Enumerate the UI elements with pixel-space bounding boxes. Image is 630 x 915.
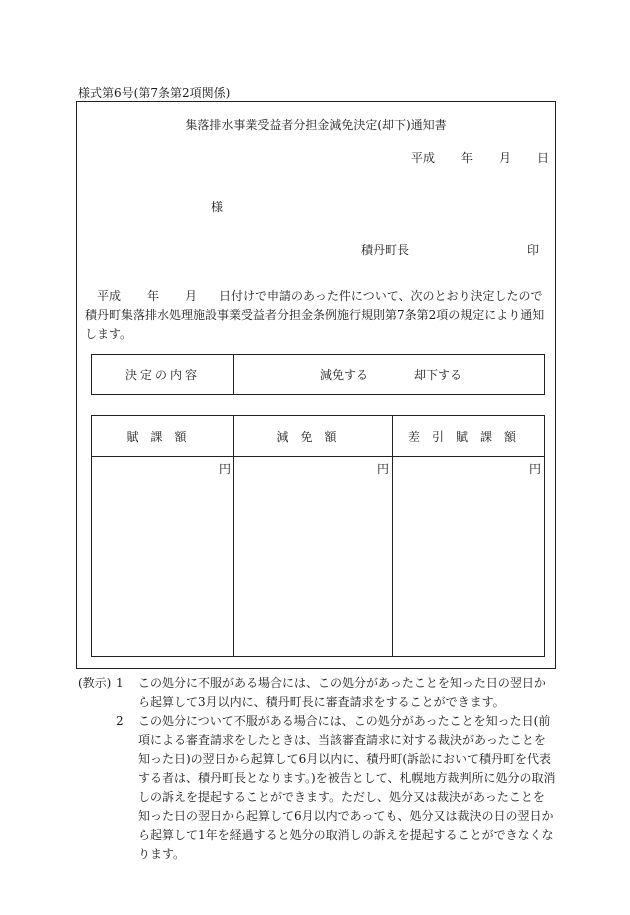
decision-table (91, 354, 545, 395)
header-net-assessed: 差引賦課額 (407, 429, 528, 444)
decision-options (234, 355, 544, 394)
instruction-text: この処分に不服がある場合には、この処分があったことを知った日の翌日から起算して3月以内に、積丹町長に審査請求をすることができます。 (138, 676, 546, 709)
instruction-number: 1 (116, 676, 124, 690)
seal-mark: 印 (527, 243, 540, 257)
unit-exempted: 円 (377, 462, 390, 476)
notice-body (85, 287, 549, 344)
header-assessed: 賦課額 (126, 429, 199, 444)
addressee-suffix: 様 (211, 200, 224, 214)
unit-assessed: 円 (219, 462, 232, 476)
date-month: 月 (499, 151, 512, 165)
date-era: 平成 (411, 151, 436, 165)
body-month: 月 (185, 289, 198, 303)
issue-date (411, 149, 549, 166)
instruction-item (78, 674, 556, 712)
instruction-item (78, 712, 556, 864)
option-exempt[interactable]: 減免する (320, 368, 369, 382)
instruction-prefix: (教示) (78, 676, 112, 690)
decision-label: 決定の内容 (92, 355, 234, 394)
instruction-number: 2 (116, 714, 124, 728)
instructions (78, 674, 558, 864)
body-text: 日付けで申請のあった件について、次のとおり決定したので積丹町集落排水処理施設事業受益者分担金条例施行規則第7条第2項の規定により通知します。 (85, 289, 545, 341)
body-era: 平成 (97, 289, 122, 303)
form-reference: 様式第6号(第7条第2項関係) (78, 86, 231, 100)
date-day: 日 (537, 151, 550, 165)
document-title: 集落排水事業受益者分担金減免決定(却下)通知書 (185, 118, 447, 132)
notice-frame (76, 101, 556, 669)
option-reject[interactable]: 却下する (414, 368, 463, 382)
instruction-text: この処分について不服がある場合には、この処分があったことを知った日(前項による審査請求をしたときは、当該審査請求に対する裁決があったことを知った日)の翌日から起算して6月以内に、積丹町(訴訟において積丹町を代表する者は、積丹町長となります。)を被告として、札幌地方裁判所に処分の取消しの訴えを提起することができます。ただし、処分又は裁決があったことを知った日の翌日から起算して6月以内であっても、処分又は裁決の日の翌日から起算して1年を経過すると処分の取消しの訴えを提起することができなくなります。 (138, 714, 556, 861)
date-year: 年 (461, 151, 474, 165)
amounts-table (91, 415, 545, 657)
header-exempted: 減免額 (276, 429, 349, 444)
unit-net-assessed: 円 (529, 462, 542, 476)
body-year: 年 (147, 289, 160, 303)
issuer-name: 積丹町長 (361, 243, 410, 257)
